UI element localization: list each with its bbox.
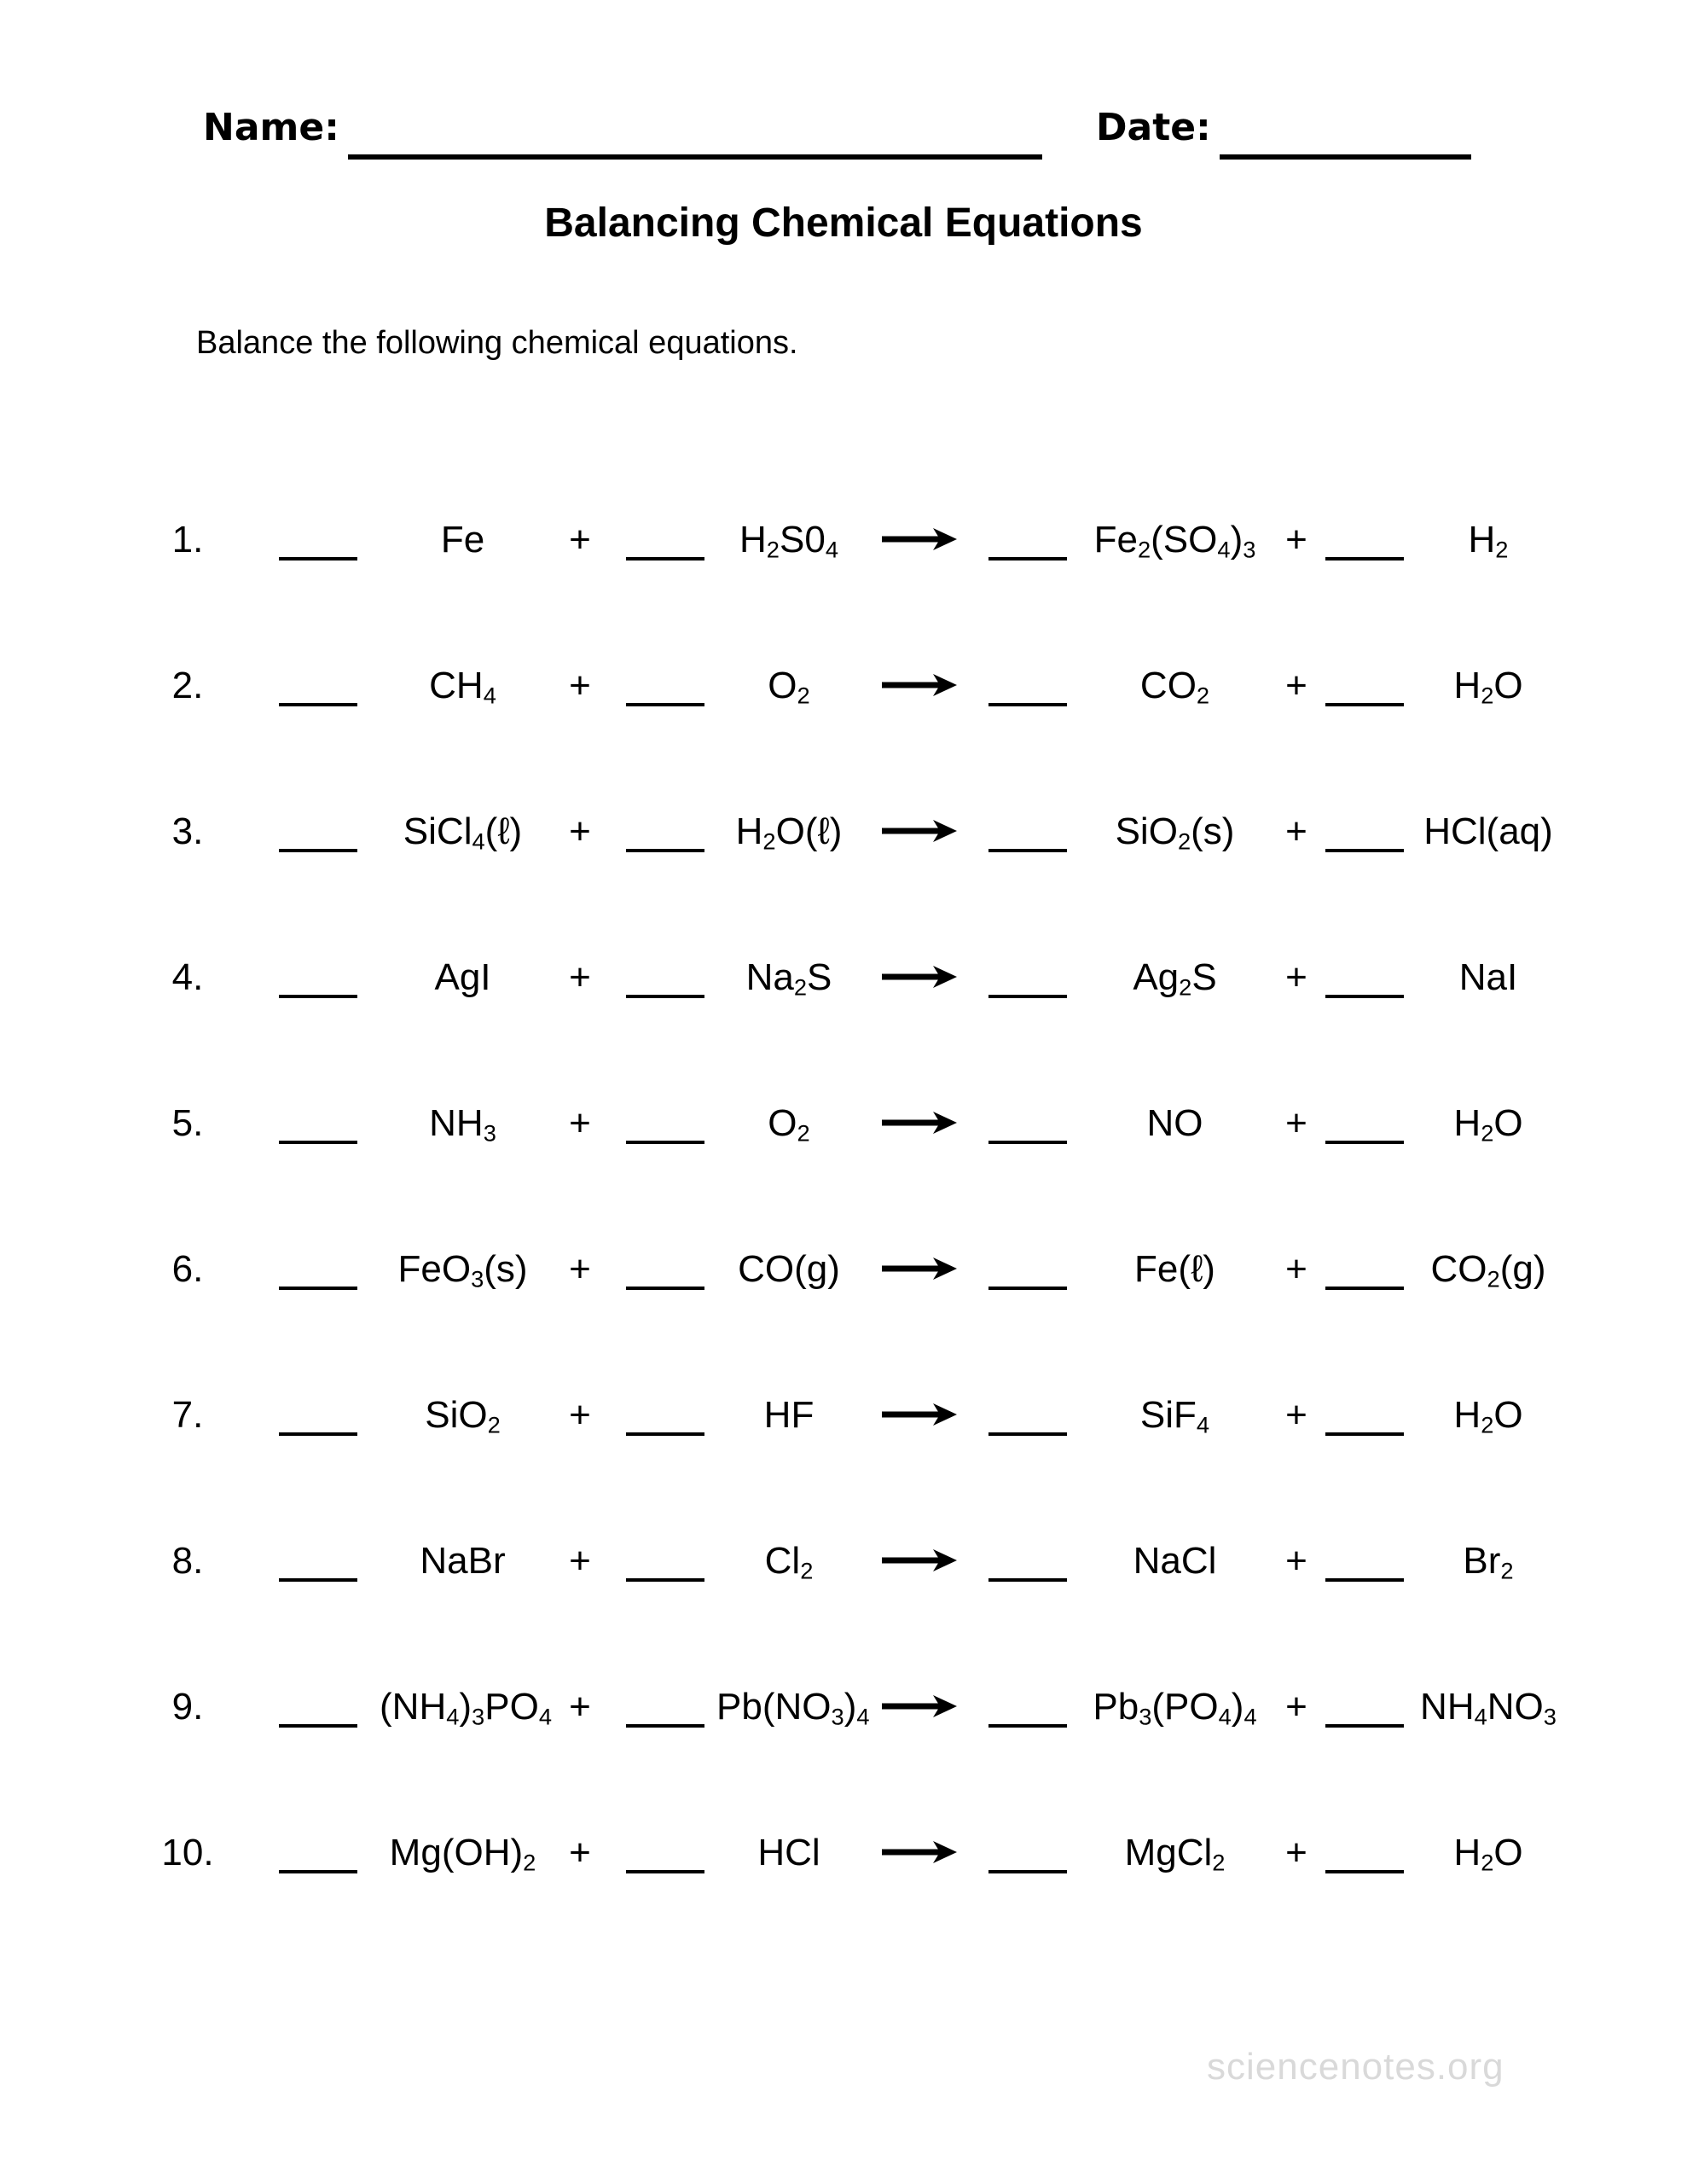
blank-line[interactable] xyxy=(1325,1578,1404,1582)
coefficient-blank-reactant-2[interactable] xyxy=(614,1248,716,1291)
blank-line[interactable] xyxy=(1325,703,1404,706)
plus-sign: + xyxy=(569,1248,591,1290)
product-1-formula: SiF$_4$ xyxy=(1139,1394,1210,1438)
product-1-formula: NO xyxy=(1146,1102,1203,1144)
product-2-formula: $H_2O$ xyxy=(1453,665,1523,709)
coefficient-blank-reactant-2[interactable] xyxy=(614,956,716,999)
coefficient-blank-reactant-2[interactable] xyxy=(614,1540,716,1583)
coefficient-blank-product-1[interactable] xyxy=(977,1394,1079,1437)
blank-line[interactable] xyxy=(279,1578,357,1582)
product-2-formula: NaI xyxy=(1458,956,1518,998)
product-1-formula: SiO$_2$(s) xyxy=(1115,810,1235,855)
coefficient-blank-reactant-1[interactable] xyxy=(256,1686,380,1728)
blank-line[interactable] xyxy=(279,1870,357,1873)
equation-number: 9. xyxy=(171,1686,204,1728)
equation-number: 2. xyxy=(171,665,204,706)
product-2-formula: $H_2O$ xyxy=(1453,1102,1523,1147)
reaction-arrow-icon xyxy=(861,1832,977,1874)
coefficient-blank-reactant-2[interactable] xyxy=(614,1686,716,1728)
plus-sign: + xyxy=(569,1832,591,1873)
equation-row xyxy=(119,1061,1620,1207)
equation-number: 8. xyxy=(171,1540,204,1582)
reactant-1-formula: SiCl$_4$(ℓ) xyxy=(403,810,523,855)
date-fill-in-line[interactable] xyxy=(1220,154,1471,160)
reactant-1-formula: $Mg(OH)_2$ xyxy=(389,1832,536,1876)
coefficient-blank-product-1[interactable] xyxy=(977,1832,1079,1874)
blank-line[interactable] xyxy=(1325,1287,1404,1290)
reaction-arrow-icon xyxy=(861,956,977,999)
coefficient-blank-product-2[interactable] xyxy=(1322,956,1407,999)
blank-line[interactable] xyxy=(626,1287,704,1290)
product-2-formula: $H_2O$ xyxy=(1453,1394,1523,1438)
blank-line[interactable] xyxy=(988,995,1067,998)
coefficient-blank-reactant-1[interactable] xyxy=(256,665,380,707)
product-2-formula: $NH_4NO_3$ xyxy=(1420,1686,1557,1730)
reactant-2-formula: CO(g) xyxy=(738,1248,840,1290)
plus-sign: + xyxy=(569,1540,591,1582)
product-1-formula: Fe(ℓ) xyxy=(1134,1248,1215,1290)
equation-number: 7. xyxy=(171,1394,204,1436)
coefficient-blank-product-2[interactable] xyxy=(1322,665,1407,707)
plus-sign: + xyxy=(1285,1686,1307,1728)
coefficient-blank-product-1[interactable] xyxy=(977,519,1079,561)
coefficient-blank-reactant-1[interactable] xyxy=(256,956,380,999)
blank-line[interactable] xyxy=(988,703,1067,706)
coefficient-blank-product-2[interactable] xyxy=(1322,1540,1407,1583)
coefficient-blank-product-2[interactable] xyxy=(1322,1394,1407,1437)
blank-line[interactable] xyxy=(626,849,704,852)
blank-line[interactable] xyxy=(988,1287,1067,1290)
plus-sign: + xyxy=(1285,1832,1307,1873)
blank-line[interactable] xyxy=(279,1432,357,1436)
equation-row xyxy=(119,1207,1620,1353)
reactant-1-formula: $(NH_4)_3PO_4$ xyxy=(380,1686,552,1730)
product-1-formula: NaCl xyxy=(1133,1540,1217,1582)
coefficient-blank-reactant-1[interactable] xyxy=(256,1102,380,1145)
blank-line[interactable] xyxy=(626,1724,704,1728)
equation-row xyxy=(119,1645,1620,1791)
equation-number: 5. xyxy=(171,1102,204,1144)
plus-sign: + xyxy=(569,1686,591,1728)
blank-line[interactable] xyxy=(988,557,1067,561)
blank-line[interactable] xyxy=(279,557,357,561)
reactant-1-formula: FeO$_3$(s) xyxy=(397,1248,528,1292)
plus-sign: + xyxy=(1285,1540,1307,1582)
coefficient-blank-reactant-2[interactable] xyxy=(614,1832,716,1874)
equation-row xyxy=(119,1499,1620,1645)
blank-line[interactable] xyxy=(988,1141,1067,1144)
equation-row xyxy=(119,478,1620,624)
blank-line[interactable] xyxy=(279,1724,357,1728)
coefficient-blank-product-2[interactable] xyxy=(1322,810,1407,853)
blank-line[interactable] xyxy=(1325,557,1404,561)
equation-row xyxy=(119,1353,1620,1499)
blank-line[interactable] xyxy=(1325,1432,1404,1436)
coefficient-blank-product-1[interactable] xyxy=(977,1686,1079,1728)
reactant-1-formula: Fe xyxy=(440,519,485,561)
plus-sign: + xyxy=(1285,665,1307,706)
coefficient-blank-product-2[interactable] xyxy=(1322,1832,1407,1874)
reactant-2-formula: $O_2$ xyxy=(768,665,810,709)
reactant-1-formula: $NH_3$ xyxy=(429,1102,496,1147)
reaction-arrow-icon xyxy=(861,1102,977,1145)
coefficient-blank-reactant-2[interactable] xyxy=(614,1394,716,1437)
equation-number: 1. xyxy=(171,519,204,561)
product-2-formula: HCl(aq) xyxy=(1423,810,1553,852)
plus-sign: + xyxy=(1285,956,1307,998)
product-1-formula: $CO_2$ xyxy=(1139,665,1210,709)
coefficient-blank-product-1[interactable] xyxy=(977,1248,1079,1291)
blank-line[interactable] xyxy=(279,995,357,998)
reactant-2-formula: $Na_2S$ xyxy=(745,956,832,1001)
plus-sign: + xyxy=(1285,1102,1307,1144)
product-1-formula: MgCl$_2$ xyxy=(1124,1832,1226,1876)
product-1-formula: $Pb_3(PO_4)_4$ xyxy=(1093,1686,1257,1730)
plus-sign: + xyxy=(569,665,591,706)
blank-line[interactable] xyxy=(988,849,1067,852)
instruction-text: Balance the following chemical equations. xyxy=(196,325,798,361)
coefficient-blank-reactant-1[interactable] xyxy=(256,519,380,561)
blank-line[interactable] xyxy=(279,1287,357,1290)
product-1-formula: $Fe_2(SO_4)_3$ xyxy=(1093,519,1256,563)
plus-sign: + xyxy=(569,1102,591,1144)
reaction-arrow-icon xyxy=(861,519,977,561)
coefficient-blank-reactant-1[interactable] xyxy=(256,1248,380,1291)
coefficient-blank-product-1[interactable] xyxy=(977,810,1079,853)
blank-line[interactable] xyxy=(626,703,704,706)
reactant-2-formula: HCl xyxy=(757,1832,820,1873)
reaction-arrow-icon xyxy=(861,1540,977,1583)
page-title: Balancing Chemical Equations xyxy=(544,200,1143,246)
reaction-arrow-icon xyxy=(861,665,977,707)
plus-sign: + xyxy=(1285,1248,1307,1290)
equation-row xyxy=(119,1791,1620,1937)
reactant-2-formula: $Cl_2$ xyxy=(764,1540,814,1584)
coefficient-blank-product-2[interactable] xyxy=(1322,519,1407,561)
plus-sign: + xyxy=(569,956,591,998)
equation-number: 3. xyxy=(171,810,204,852)
plus-sign: + xyxy=(569,1394,591,1436)
reactant-2-formula: $Pb(NO_3)_4$ xyxy=(716,1686,870,1730)
coefficient-blank-reactant-2[interactable] xyxy=(614,1102,716,1145)
blank-line[interactable] xyxy=(626,995,704,998)
blank-line[interactable] xyxy=(1325,995,1404,998)
coefficient-blank-reactant-1[interactable] xyxy=(256,1540,380,1583)
coefficient-blank-reactant-2[interactable] xyxy=(614,810,716,853)
coefficient-blank-reactant-1[interactable] xyxy=(256,1394,380,1437)
reactant-1-formula: SiO$_2$ xyxy=(425,1394,501,1438)
site-watermark: sciencenotes.org xyxy=(1207,2046,1504,2088)
reactant-2-formula: HF xyxy=(763,1394,815,1436)
reactant-1-formula: AgI xyxy=(434,956,491,998)
blank-line[interactable] xyxy=(626,1870,704,1873)
reaction-arrow-icon xyxy=(861,1394,977,1437)
blank-line[interactable] xyxy=(988,1578,1067,1582)
coefficient-blank-product-1[interactable] xyxy=(977,665,1079,707)
reactant-1-formula: $CH_4$ xyxy=(429,665,496,709)
blank-line[interactable] xyxy=(1325,1870,1404,1873)
blank-line[interactable] xyxy=(1325,1141,1404,1144)
reactant-1-formula: NaBr xyxy=(420,1540,506,1582)
date-label: Date: xyxy=(1096,106,1211,149)
coefficient-blank-reactant-2[interactable] xyxy=(614,665,716,707)
reactant-2-formula: $H_2O(\ell)$ xyxy=(735,810,843,855)
equation-number: 10. xyxy=(161,1832,214,1873)
blank-line[interactable] xyxy=(1325,849,1404,852)
equations-list xyxy=(119,478,1620,1937)
plus-sign: + xyxy=(1285,810,1307,852)
blank-line[interactable] xyxy=(988,1724,1067,1728)
equation-row xyxy=(119,915,1620,1061)
blank-line[interactable] xyxy=(988,1870,1067,1873)
coefficient-blank-product-1[interactable] xyxy=(977,956,1079,999)
blank-line[interactable] xyxy=(1325,1724,1404,1728)
blank-line[interactable] xyxy=(626,557,704,561)
product-2-formula: $Br_2$ xyxy=(1463,1540,1514,1584)
blank-line[interactable] xyxy=(279,1141,357,1144)
reaction-arrow-icon xyxy=(861,1248,977,1291)
coefficient-blank-product-2[interactable] xyxy=(1322,1248,1407,1291)
equation-row xyxy=(119,624,1620,770)
coefficient-blank-product-1[interactable] xyxy=(977,1102,1079,1145)
product-2-formula: $CO_2(g)$ xyxy=(1430,1248,1546,1292)
blank-line[interactable] xyxy=(626,1141,704,1144)
plus-sign: + xyxy=(569,519,591,561)
coefficient-blank-product-1[interactable] xyxy=(977,1540,1079,1583)
plus-sign: + xyxy=(1285,1394,1307,1436)
reactant-2-formula: $H_2S0_4$ xyxy=(739,519,838,563)
name-fill-in-line[interactable] xyxy=(348,154,1042,160)
product-1-formula: $Ag_2S$ xyxy=(1133,956,1217,1001)
coefficient-blank-reactant-2[interactable] xyxy=(614,519,716,561)
equation-row xyxy=(119,770,1620,915)
product-2-formula: $H_2$ xyxy=(1468,519,1509,563)
coefficient-blank-reactant-1[interactable] xyxy=(256,1832,380,1874)
product-2-formula: $H_2O$ xyxy=(1453,1832,1523,1876)
blank-line[interactable] xyxy=(279,703,357,706)
blank-line[interactable] xyxy=(626,1432,704,1436)
reaction-arrow-icon xyxy=(861,1686,977,1728)
blank-line[interactable] xyxy=(279,849,357,852)
name-label: Name: xyxy=(203,106,339,149)
coefficient-blank-reactant-1[interactable] xyxy=(256,810,380,853)
plus-sign: + xyxy=(569,810,591,852)
coefficient-blank-product-2[interactable] xyxy=(1322,1686,1407,1728)
reactant-2-formula: $O_2$ xyxy=(768,1102,810,1147)
equation-number: 4. xyxy=(171,956,204,998)
blank-line[interactable] xyxy=(988,1432,1067,1436)
equation-number: 6. xyxy=(171,1248,204,1290)
reaction-arrow-icon xyxy=(861,810,977,853)
blank-line[interactable] xyxy=(626,1578,704,1582)
coefficient-blank-product-2[interactable] xyxy=(1322,1102,1407,1145)
plus-sign: + xyxy=(1285,519,1307,561)
